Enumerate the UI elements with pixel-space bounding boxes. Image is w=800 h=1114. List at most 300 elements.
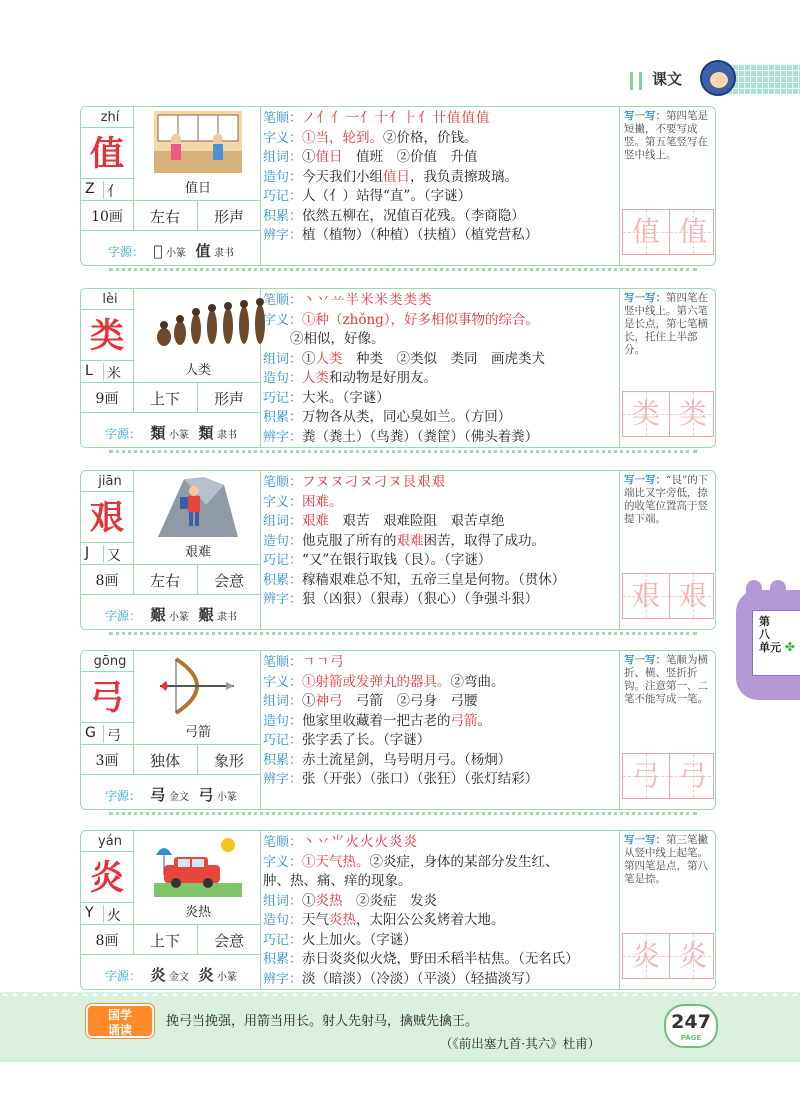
index-row: [81, 179, 133, 201]
index-letter: G: [85, 725, 96, 741]
info-row: [263, 551, 613, 571]
writing-tip-text: “艮”的下端比又字旁低，捺的收笔位置高于竖提下端。: [624, 474, 709, 525]
row-label: 辨字：: [263, 592, 303, 607]
index-row: [81, 903, 133, 925]
row-text: 依然五柳在，况值百花残。（李商隐）: [302, 207, 525, 224]
index-row: [81, 723, 133, 745]
index-letter: Z: [85, 181, 95, 197]
row-label: 积累：: [263, 572, 303, 588]
row-label: 造句：: [263, 533, 303, 549]
structure: 上下: [149, 932, 180, 950]
practice-cell: [623, 392, 669, 436]
writing-tip: [624, 110, 714, 162]
practice-grid: [622, 933, 714, 979]
stats-row: [81, 383, 261, 413]
stroke-order: フヌヌ刁ヌ刁ヌ艮艰艰: [302, 474, 447, 490]
ancient-glyph-1: 類: [150, 424, 166, 442]
row-highlight: ①天气热。: [302, 853, 370, 870]
row-text: ②炎症，身体的某部分发生红、: [369, 853, 559, 870]
character-info-column: [81, 471, 261, 629]
row-text: ②相似，好像。: [263, 331, 385, 347]
info-row: [263, 473, 613, 493]
illustration-image: [154, 111, 242, 173]
row-label: 笔顺：: [263, 293, 303, 308]
row-highlight: ①当，轮到。: [302, 129, 384, 146]
row-label: 积累：: [263, 752, 303, 768]
row-text: 赤日炎炎似火烧，野田禾稻半枯焦。（无名氏）: [302, 951, 579, 967]
formation-type: 会意: [213, 932, 244, 950]
info-row: [263, 109, 613, 129]
stroke-count: 10画: [91, 209, 123, 225]
ancient-script-2: 隶书: [214, 248, 235, 259]
ancient-script-1: 小篆: [166, 248, 186, 259]
structure: 上下: [149, 390, 180, 408]
info-row: [263, 129, 613, 149]
poem-source: （《前出塞九首·其六》杜甫）: [440, 1036, 601, 1051]
character-details: [263, 291, 613, 447]
row-label: 造句：: [263, 169, 303, 185]
row-label: 积累：: [263, 410, 303, 425]
main-character: 艰: [90, 498, 124, 538]
illustration-box: [133, 289, 261, 383]
badge-line1: 国学: [107, 1008, 132, 1022]
page-number: 247: [671, 1011, 711, 1033]
character-card: [80, 288, 716, 448]
row-text: ，我负责擦玻璃。: [410, 168, 519, 185]
practice-column: [619, 107, 715, 265]
illustration-image: [154, 835, 242, 897]
row-label: 造句：: [263, 713, 303, 729]
row-text: 赤土流星剑，乌号明月弓。（杨炯）: [302, 751, 512, 768]
info-row: [263, 226, 613, 246]
row-text: 和动物是好朋友。: [329, 370, 438, 386]
row-text: 张（开张）（张口）（张狂）（张灯结彩）: [302, 771, 539, 787]
character-box: [81, 851, 133, 903]
origin-label: 字源：: [104, 969, 141, 983]
info-row: [263, 970, 613, 990]
row-text: 弓箭 ②弓身 弓腰: [342, 693, 478, 709]
info-row: [263, 833, 613, 853]
unit-tab-line1: 第: [759, 615, 770, 628]
illustration-box: [133, 107, 261, 201]
practice-cell: [669, 210, 715, 254]
ancient-glyph-1: 𠉀: [153, 242, 163, 260]
writing-tip-text: 笔顺为横折、横、竖折折钩。注意第一、二笔不能写成一笔。: [624, 654, 708, 705]
row-label: 积累：: [263, 208, 303, 224]
character-box: [81, 127, 133, 179]
row-text: 火上加火。（字谜）: [302, 931, 417, 948]
row-label: 组词：: [263, 893, 303, 909]
row-label: 造句：: [263, 913, 303, 928]
character-box: [81, 491, 133, 543]
stroke-count: 8画: [95, 933, 119, 949]
info-row: [263, 512, 613, 532]
origin-label: 字源：: [107, 245, 144, 259]
illustration-caption: 弓箭: [184, 725, 211, 740]
trace-character: 艰: [631, 579, 660, 612]
radical: 又: [107, 548, 121, 564]
practice-column: [619, 651, 715, 809]
info-row: [263, 350, 613, 370]
illustration-caption: 人类: [184, 363, 211, 378]
row-label: 笔顺：: [263, 835, 303, 850]
ancient-glyph-1: 艱: [150, 606, 166, 624]
row-label: 笔顺：: [263, 475, 303, 490]
writing-tip-label: 写一写：: [624, 474, 666, 486]
pinyin: lèi: [102, 292, 118, 307]
practice-column: [619, 289, 715, 447]
character-info-column: [81, 107, 261, 265]
row-highlight: 人类: [315, 350, 343, 367]
row-text: 狠（凶狠）（狠毒）（狠心）（争强斗狠）: [302, 591, 539, 607]
structure: 左右: [149, 572, 180, 590]
row-label: 字义：: [263, 674, 303, 690]
trace-character: 艰: [678, 579, 707, 612]
row-text: “又”在银行取钱（艮）。（字谜）: [302, 552, 492, 568]
ancient-glyph-2: 弓: [198, 786, 214, 804]
row-label: 字义：: [263, 130, 303, 146]
row-label: 辨字：: [263, 429, 303, 445]
trace-character: 弓: [631, 759, 660, 792]
practice-grid: [622, 391, 714, 437]
page-number-badge: [664, 1004, 718, 1048]
info-row: [263, 712, 613, 732]
info-row: [263, 731, 613, 751]
trace-character: 炎: [678, 939, 707, 972]
practice-cell: [669, 934, 715, 978]
ancient-script-1: 金文: [169, 972, 189, 983]
row-label: 字义：: [263, 494, 303, 510]
row-text-pre: 天气: [302, 912, 330, 928]
row-text: 值班 ②价值 升值: [342, 149, 478, 165]
writing-tip: [624, 834, 714, 886]
radical: 亻: [107, 184, 121, 200]
info-row: [263, 389, 613, 409]
practice-grid: [622, 573, 714, 619]
row-text: 肿、热、痛、痒的现象。: [263, 873, 412, 889]
info-row: [263, 330, 613, 350]
writing-tip-label: 写一写：: [624, 292, 666, 304]
row-label: 巧记：: [263, 390, 303, 406]
info-row: [263, 853, 613, 873]
character-box: [81, 309, 133, 361]
practice-column: [619, 831, 715, 989]
row-label: 积累：: [263, 952, 303, 967]
row-highlight: ①射箭或发弹丸的器具。: [302, 673, 451, 690]
row-text: 困苦，取得了成功。: [423, 532, 546, 549]
character-card: [80, 470, 716, 630]
row-label: 巧记：: [263, 932, 303, 948]
row-text: ②弯曲。: [450, 673, 505, 690]
ancient-glyph-2: 艱: [198, 606, 214, 624]
info-row: [263, 911, 613, 931]
info-row: [263, 751, 613, 771]
info-row: [263, 872, 613, 892]
trace-character: 类: [678, 397, 707, 430]
stroke-order: ノ亻亻一亻十亻⺊亻卄值值值: [302, 110, 491, 126]
row-label: 组词：: [263, 514, 303, 529]
row-label: 辨字：: [263, 971, 303, 987]
character-info-column: [81, 289, 261, 447]
row-text: 淡（暗淡）（冷淡）（平淡）（轻描淡写）: [302, 970, 539, 987]
character-details: [263, 833, 613, 989]
stats-row: [81, 565, 261, 595]
index-row: [81, 543, 133, 565]
info-row: [263, 493, 613, 513]
practice-cell: [623, 754, 669, 798]
stats-row: [81, 201, 261, 231]
row-text: 种类 ②类似 类同 画虎类犬: [342, 350, 546, 367]
info-row: [263, 673, 613, 693]
row-highlight: 艰难: [396, 532, 424, 549]
ancient-script-1: 小篆: [169, 430, 189, 441]
writing-tip-label: 写一写：: [624, 834, 666, 846]
row-label: 组词：: [263, 351, 303, 367]
practice-cell: [669, 574, 715, 618]
row-text-pre: ①: [302, 149, 316, 165]
row-label: 组词：: [263, 694, 303, 709]
character-origin: [81, 775, 261, 809]
practice-cell: [623, 574, 669, 618]
ancient-script-2: 隶书: [217, 612, 238, 623]
stroke-count: 9画: [95, 391, 119, 407]
origin-label: 字源：: [104, 609, 141, 623]
row-label: 笔顺：: [263, 111, 303, 126]
row-label: 字义：: [263, 312, 303, 328]
index-row: [81, 361, 133, 383]
row-highlight: 炎热: [315, 892, 343, 909]
row-text: 人（亻）站得“直”。（字谜）: [302, 188, 472, 204]
index-letter: L: [85, 363, 93, 379]
practice-grid: [622, 209, 714, 255]
row-text: 粪（粪土）（鸟粪）（粪筐）（佛头着粪）: [302, 428, 539, 445]
origin-label: 字源：: [104, 789, 141, 803]
info-row: [263, 408, 613, 428]
practice-cell: [623, 934, 669, 978]
row-label: 字义：: [263, 854, 303, 870]
info-row: [263, 950, 613, 970]
stroke-order: 丶丷䒑半米米类类类: [302, 292, 433, 308]
info-row: [263, 369, 613, 389]
info-row: [263, 168, 613, 188]
origin-label: 字源：: [104, 427, 141, 441]
formation-type: 形声: [213, 390, 244, 408]
unit-tab-line3: 单元: [759, 641, 781, 654]
badge-line2: 诵读: [107, 1023, 132, 1037]
row-label: 辨字：: [263, 772, 303, 787]
ancient-glyph-1: 㢧: [150, 786, 166, 804]
row-highlight: 值日: [383, 168, 411, 185]
practice-cell: [669, 754, 715, 798]
ancient-script-1: 金文: [169, 792, 189, 803]
radical: 弓: [107, 728, 121, 744]
row-highlight: ①种（zhǒng），好多相似事物的综合。: [302, 311, 540, 328]
row-highlight: 艰难: [302, 513, 330, 529]
practice-cell: [623, 210, 669, 254]
character-origin: [81, 955, 261, 989]
writing-tip: [624, 654, 714, 706]
illustration-image: [154, 475, 242, 537]
character-card: [80, 650, 716, 810]
row-text-pre: ①: [302, 693, 316, 709]
stroke-order: 丶丷⺌火火火炎炎: [302, 834, 419, 850]
info-row: [263, 532, 613, 552]
clover-icon: ✤: [784, 640, 795, 654]
trace-character: 值: [631, 215, 660, 248]
character-box: [81, 671, 133, 723]
ancient-glyph-2: 類: [198, 424, 214, 442]
practice-cell: [669, 392, 715, 436]
tab-ear-right: [770, 580, 786, 602]
row-highlight: 值日: [315, 149, 343, 165]
info-row: [263, 590, 613, 610]
row-text: 艰苦 艰难险阻 艰苦卓绝: [329, 513, 505, 529]
row-text: 万物各从类，同心臭如兰。（方回）: [302, 409, 512, 425]
row-label: 辨字：: [263, 228, 303, 243]
writing-tip-label: 写一写：: [624, 110, 666, 122]
row-text: 大米。（字谜）: [302, 389, 390, 406]
ancient-script-1: 小篆: [169, 612, 189, 623]
info-row: [263, 187, 613, 207]
character-card: [80, 106, 716, 266]
character-info-column: [81, 831, 261, 989]
info-row: [263, 291, 613, 311]
illustration-caption: 艰难: [184, 545, 211, 560]
row-text: 植（植物）（种植）（扶植）（植党营私）: [302, 227, 539, 243]
character-details: [263, 109, 613, 246]
main-character: 弓: [90, 678, 124, 718]
illustration-image: [154, 293, 242, 355]
row-label: 组词：: [263, 150, 303, 165]
row-label: 造句：: [263, 371, 303, 386]
info-row: [263, 148, 613, 168]
illustration-caption: 值日: [184, 181, 211, 196]
pinyin: yán: [98, 834, 122, 849]
row-text: 稼穑艰难总不知，五帝三皇是何物。（贯休）: [302, 571, 566, 588]
row-text: 张字丢了长。（字谜）: [302, 732, 431, 748]
main-character: 炎: [90, 858, 124, 898]
structure: 独体: [149, 752, 180, 770]
ancient-script-2: 小篆: [217, 972, 238, 983]
info-row: [263, 692, 613, 712]
writing-tip-label: 写一写：: [624, 654, 666, 666]
trace-character: 类: [631, 397, 660, 430]
unit-tab-label: [752, 610, 800, 676]
writing-tip-text: 第四笔是短撇，不要写成竖。第五笔竖写在竖中线上。: [624, 110, 708, 161]
classics-reading-badge: [86, 1004, 154, 1038]
tab-ear-left: [746, 580, 762, 602]
info-row: [263, 207, 613, 227]
trace-character: 炎: [631, 939, 660, 972]
structure: 左右: [149, 208, 180, 226]
row-label: 巧记：: [263, 733, 303, 748]
writing-tip: [624, 474, 714, 526]
ancient-glyph-2: 值: [195, 242, 211, 260]
stroke-count: 8画: [95, 573, 119, 589]
illustration-box: [133, 651, 261, 745]
character-origin: [81, 413, 261, 447]
practice-column: [619, 471, 715, 629]
page-header: [630, 60, 800, 100]
page-label: PAGE: [680, 1034, 702, 1042]
pinyin: zhí: [100, 110, 120, 125]
formation-type: 象形: [213, 752, 244, 770]
trace-character: 值: [678, 215, 707, 248]
formation-type: 会意: [213, 572, 244, 590]
info-row: [263, 770, 613, 790]
unit-tab-line2: 八: [759, 628, 770, 641]
row-text: 。: [477, 712, 492, 729]
character-details: [263, 653, 613, 790]
row-text-pre: ①: [302, 892, 316, 909]
character-origin: [81, 231, 261, 265]
poem-text: 挽弓当挽强，用箭当用长。射人先射马，擒贼先擒王。: [166, 1014, 479, 1029]
info-row: [263, 653, 613, 673]
illustration-image: [154, 655, 242, 717]
illustration-caption: 炎热: [184, 905, 211, 920]
info-row: [263, 428, 613, 448]
stroke-order: ㄱㄱ弓: [302, 654, 345, 670]
radical: 米: [107, 366, 121, 382]
character-details: [263, 473, 613, 610]
row-text: ②炎症 发炎: [342, 892, 438, 909]
row-highlight: 弓箭: [450, 712, 478, 729]
row-highlight: 神弓: [315, 693, 343, 709]
row-text-pre: 他克服了所有的: [302, 532, 397, 549]
pinyin: jiān: [98, 474, 122, 489]
stats-row: [81, 745, 261, 775]
stats-row: [81, 925, 261, 955]
info-row: [263, 571, 613, 591]
info-row: [263, 311, 613, 331]
ancient-script-2: 隶书: [217, 430, 238, 441]
header-title: 课文: [652, 70, 683, 88]
mascot-icon: [700, 60, 736, 96]
trace-character: 弓: [678, 759, 707, 792]
row-label: 巧记：: [263, 553, 303, 568]
practice-grid: [622, 753, 714, 799]
index-letter: J: [85, 545, 90, 561]
header-decoration: [630, 72, 642, 90]
row-highlight: 困难。: [302, 493, 343, 510]
row-label: 巧记：: [263, 189, 303, 204]
row-highlight: 炎热: [329, 912, 357, 928]
illustration-box: [133, 831, 261, 925]
character-info-column: [81, 651, 261, 809]
character-origin: [81, 595, 261, 629]
writing-tip-text: 第四笔在竖中线上。第六笔是长点，第七笔横长，托住上半部分。: [624, 292, 708, 356]
row-text-pre: ①: [302, 350, 316, 367]
ancient-script-2: 小篆: [217, 792, 238, 803]
row-highlight: 人类: [302, 370, 330, 386]
index-letter: Y: [85, 905, 94, 921]
illustration-box: [133, 471, 261, 565]
ancient-glyph-1: 炎: [150, 966, 166, 984]
stroke-count: 3画: [95, 753, 119, 769]
info-row: [263, 931, 613, 951]
ancient-glyph-2: 炎: [198, 966, 214, 984]
row-label: 笔顺：: [263, 655, 303, 670]
row-text: ②价格，价钱。: [383, 129, 478, 146]
row-text-pre: 今天我们小组: [302, 168, 384, 185]
row-text: ，太阳公公炙烤着大地。: [356, 912, 505, 928]
writing-tip: [624, 292, 714, 357]
info-row: [263, 892, 613, 912]
character-card: [80, 830, 716, 990]
writing-tip-text: 第三笔撇从竖中线上起笔。第四笔是点，第八笔是捺。: [624, 834, 708, 885]
formation-type: 形声: [213, 208, 244, 226]
row-text-pre: 他家里收藏着一把古老的: [302, 712, 451, 729]
